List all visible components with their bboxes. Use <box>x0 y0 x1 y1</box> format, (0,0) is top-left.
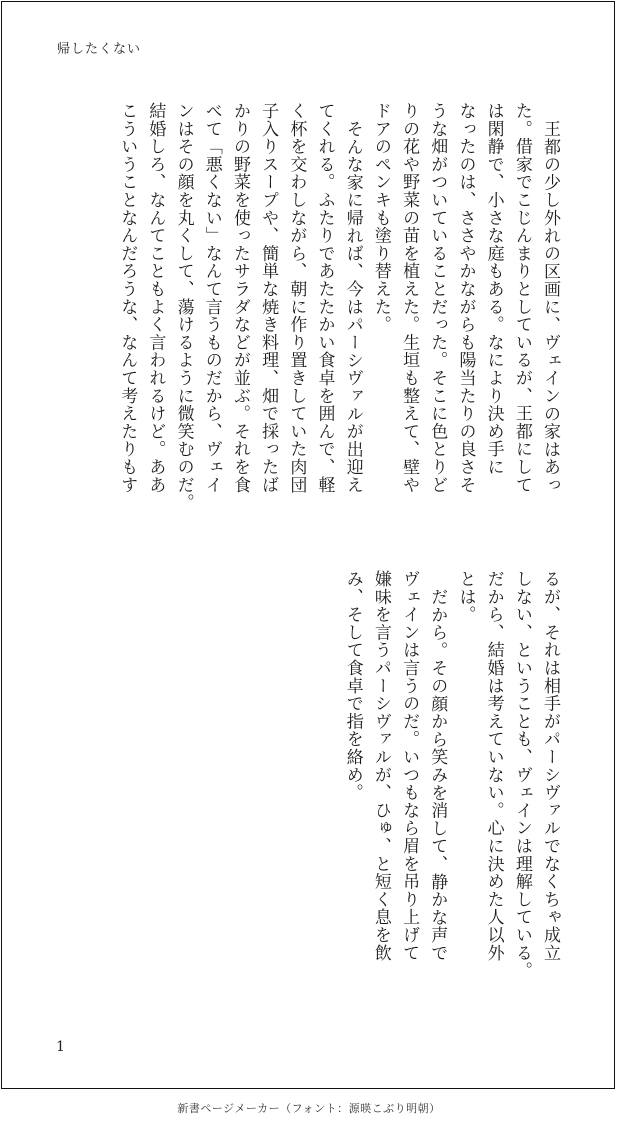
text-line: ドアのペンキも塗り替えた。 <box>370 102 391 334</box>
text-line: べて「悪くない」なんて言うものだから、ヴェイ <box>201 102 222 494</box>
text-line: こういうことなんだろうな、なんて考えたりもす <box>117 102 138 494</box>
text-line: み、そして食卓で指を絡め。 <box>342 570 363 802</box>
text-line: るが、それは相手がパーシヴァルでなくちゃ成立 <box>540 570 560 962</box>
text-line: ンはその顔を丸くして、蕩けるように微笑むのだ。 <box>173 102 194 512</box>
text-line: た。借家でこじんまりとしているが、王都にして <box>511 102 532 494</box>
text-line: く杯を交わしながら、朝に作り置きしていた肉団 <box>286 102 307 494</box>
text-line: てくれる。ふたりであたたかい食卓を囲んで、軽 <box>314 102 335 494</box>
text-line: かりの野菜を使ったサラダなどが並ぶ。それを食 <box>229 102 250 494</box>
text-line: 王都の少し外れの区画に、ヴェインの家はあっ <box>540 119 560 494</box>
text-line: しない、ということも、ヴェインは理解している。 <box>511 570 532 980</box>
text-line: だから、結婚は考えていない。心に決めた人以外 <box>483 570 504 962</box>
bottom-text-block <box>42 570 562 1000</box>
text-line: りの花や野菜の苗を植えた。生垣も整えて、壁や <box>399 102 420 494</box>
text-line: だから。その顔から笑みを消して、静かな声で <box>427 587 448 962</box>
text-line: 結婚しろ、なんてこともよく言われるけど。ああ <box>145 102 166 494</box>
footer-caption: 新書ページメーカー（フォント：源暎こぶり明朝） <box>177 1102 441 1115</box>
text-line: 嫌味を言うパーシヴァルが、ひゅ、と短く息を飲 <box>370 570 391 962</box>
text-line: 子入りスープや、簡単な焼き料理、畑で採ったば <box>258 102 279 494</box>
running-title: 帰したくない <box>57 42 142 57</box>
text-line: ヴェインは言うのだ。いつもなら眉を吊り上げて <box>399 570 420 962</box>
page-number: 1 <box>56 1039 65 1055</box>
text-line: とは。 <box>455 570 476 624</box>
book-page <box>1 1 615 1089</box>
text-line: なったのは、ささやかながらも陽当たりの良さそ <box>455 102 476 494</box>
text-line: うな畑がついていることだった。そこに色とりど <box>427 102 448 494</box>
text-line: は閑静で、小さな庭もある。なにより決め手に <box>483 102 504 476</box>
text-line: そんな家に帰れば、今はパーシヴァルが出迎え <box>342 119 363 494</box>
top-text-block <box>42 102 562 532</box>
